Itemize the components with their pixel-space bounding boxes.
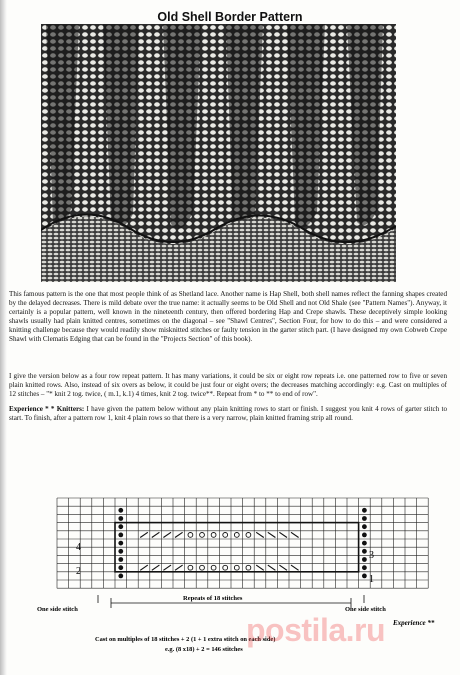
yarn-over-dot xyxy=(118,541,123,546)
experience-label: Experience * * Knitters: xyxy=(9,405,85,413)
decrease-symbol xyxy=(291,565,299,570)
yarn-over-symbol xyxy=(234,533,239,538)
cast-on-example: e.g. (8 x18) + 2 = 146 stitches xyxy=(165,646,243,653)
yarn-over-dot xyxy=(118,533,123,538)
site-watermark: postila.ru xyxy=(246,612,386,648)
decrease-symbol xyxy=(175,565,183,570)
decrease-symbol xyxy=(152,532,160,537)
decrease-symbol xyxy=(140,532,148,537)
experience-paragraph xyxy=(9,405,447,423)
decrease-symbol xyxy=(268,532,276,537)
decrease-symbol xyxy=(163,565,171,570)
row-label-2: 2 xyxy=(76,566,81,577)
row-label-1: 1 xyxy=(369,574,374,585)
row-label-3: 3 xyxy=(369,550,374,561)
experience-text: I have given the pattern below without any plain knitting rows to start or finish. I suggest you knit 4 rows of garter stitch to start. To finish, after a pattern row 1, knit 4 plain rows so that there is a very narrow, plain knitted framing strip all round. xyxy=(9,405,447,422)
intro-paragraph: This famous pattern is the one that most people think of as Shetland lace. Another name is Hap Shell, both shell names reflect the fanning shapes created by the delayed decreases. There is mild debate over the true name: it actually seems to be Old Shell and not Old Shale (see "Pattern Names"). Anyway, it certainly is a popular pattern, well known in the nineteenth century, then offered bordering Hap and Crepe shawls. These deceptively simple looking shawls usually had plain knitted centres, sometimes on the diagonal – see "Shawl Centres", Section Four, for how to do this – and were considered a knitting challenge because they would readily show misknitted stitches or faulty tension in the garter stitch part. (I have designed my own Cobweb Crepe Shawl with Clematis Edging that can be found in the "Projects Section" of this book). xyxy=(9,290,447,343)
decrease-symbol xyxy=(163,532,171,537)
yarn-over-dot xyxy=(362,541,367,546)
decrease-symbol xyxy=(175,532,183,537)
knitting-chart xyxy=(35,494,435,674)
yarn-over-dot xyxy=(362,533,367,538)
yarn-over-symbol xyxy=(211,565,216,570)
yarn-over-dot xyxy=(118,557,123,562)
decrease-symbol xyxy=(279,565,287,570)
yarn-over-dot xyxy=(362,549,367,554)
yarn-over-dot xyxy=(118,549,123,554)
yarn-over-symbol xyxy=(223,565,228,570)
yarn-over-symbol xyxy=(223,533,228,538)
yarn-over-symbol xyxy=(200,533,205,538)
yarn-over-symbol xyxy=(246,565,251,570)
yarn-over-dot xyxy=(362,574,367,579)
decrease-symbol xyxy=(256,565,264,570)
decrease-symbol xyxy=(291,532,299,537)
chart-symbols xyxy=(115,508,367,578)
yarn-over-dot xyxy=(362,565,367,570)
version-paragraph: I give the version below as a four row repeat pattern. It has many variations, it could be six or eight row repeats i.e. one patterned row to five or seven plain knitted rows. Also, instead of six overs as below, it could be just four or eight overs; the decreases matching accordingly: e.g. Cast on multiples of 12 stitches – "* knit 2 tog. twice, ( m.1, k.1) 4 times, knit 2 tog. twice**. Repeat from * to ** to end of row". xyxy=(9,372,447,398)
decrease-symbol xyxy=(279,532,287,537)
yarn-over-dot xyxy=(118,508,123,513)
yarn-over-dot xyxy=(362,524,367,529)
decrease-symbol xyxy=(140,565,148,570)
yarn-over-symbol xyxy=(188,565,193,570)
yarn-over-dot xyxy=(362,508,367,513)
decrease-symbol xyxy=(256,532,264,537)
yarn-over-dot xyxy=(118,574,123,579)
one-side-stitch-right: One side stitch xyxy=(345,606,386,613)
yarn-over-symbol xyxy=(246,533,251,538)
yarn-over-dot xyxy=(118,516,123,521)
yarn-over-dot xyxy=(118,524,123,529)
lace-sample-photo xyxy=(41,24,396,282)
yarn-over-symbol xyxy=(234,565,239,570)
repeats-label: Repeats of 18 stitches xyxy=(183,595,243,602)
yarn-over-symbol xyxy=(211,533,216,538)
decrease-symbol xyxy=(152,565,160,570)
decrease-symbol xyxy=(268,565,276,570)
yarn-over-symbol xyxy=(188,533,193,538)
one-side-stitch-left: One side stitch xyxy=(37,606,78,613)
experience-tag: Experience ** xyxy=(393,619,435,627)
yarn-over-dot xyxy=(362,557,367,562)
page-spine-shadow xyxy=(0,0,7,675)
page-title: Old Shell Border Pattern xyxy=(157,10,303,24)
yarn-over-symbol xyxy=(200,565,205,570)
cast-on-note: Cast on multiples of 18 stitches + 2 (1 + 1 extra stitch on each side) xyxy=(95,636,276,643)
yarn-over-dot xyxy=(118,565,123,570)
yarn-over-dot xyxy=(362,516,367,521)
row-label-4: 4 xyxy=(76,542,81,553)
